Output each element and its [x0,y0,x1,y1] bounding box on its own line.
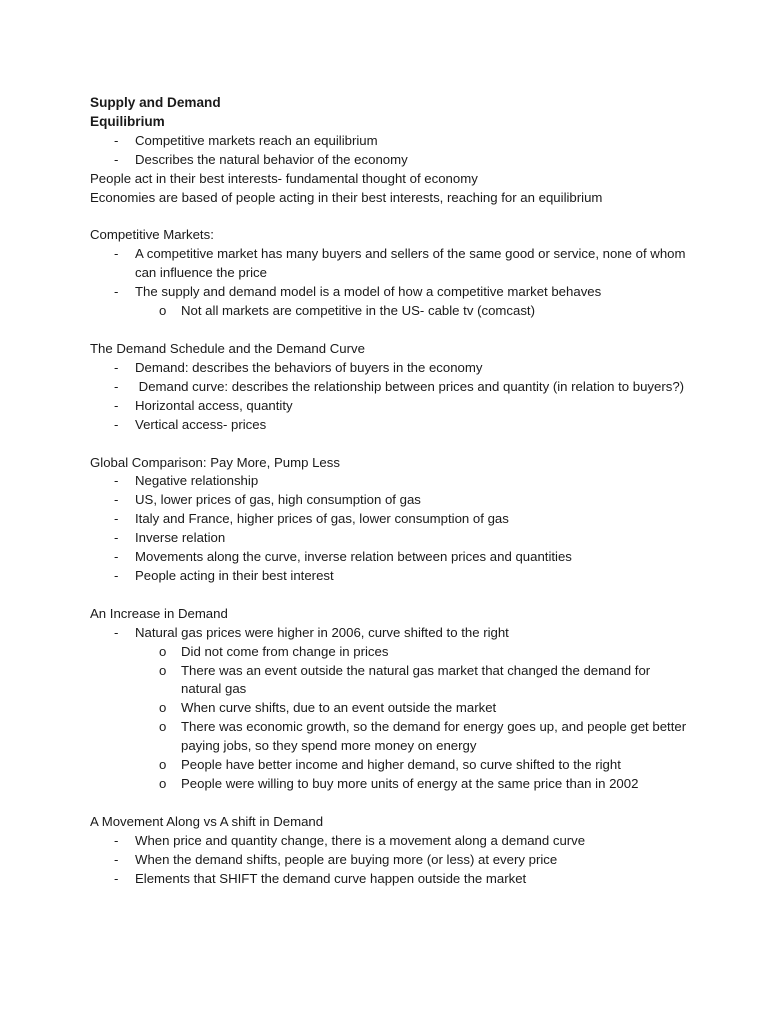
list-item [90,491,690,510]
dash-marker: - [114,378,119,394]
intro-bullet-list [90,132,690,170]
list-item-text: Demand curve: describes the relationship between prices and quantity (in relation to buyers?) [135,378,685,394]
dash-marker: - [114,549,119,565]
circle-marker: o [159,719,167,735]
dash-marker: - [114,511,119,527]
dash-marker: - [114,851,119,867]
sub-list-item [90,718,690,756]
dash-marker: - [114,151,119,167]
list-item [90,851,690,870]
document-title: Supply and Demand [90,95,221,110]
section-heading-movement: A Movement Along vs A shift in Demand [90,813,324,829]
list-item-text: Describes the natural behavior of the economy [135,151,408,167]
list-item [90,832,690,851]
circle-marker: o [159,643,167,659]
dash-marker: - [114,397,119,413]
sub-list-item [90,662,690,700]
sub-list-item [90,699,690,718]
list-item-text: Competitive markets reach an equilibrium [135,132,378,148]
increase-sub-list [90,643,690,794]
circle-marker: o [159,776,167,791]
list-item [90,378,690,397]
list-item-text: Demand: describes the behaviors of buyers in the economy [135,359,483,375]
sub-list-item-text: Not all markets are competitive in the US- cable tv (comcast) [181,303,535,319]
dash-marker: - [114,359,119,375]
competitive-sub-list [90,302,690,321]
dash-marker: - [114,624,119,640]
sub-list-item [90,775,690,794]
dash-marker: - [114,870,119,886]
circle-marker: o [159,700,167,716]
sub-list-item [90,643,690,662]
list-item-text: Natural gas prices were higher in 2006, curve shifted to the right [135,624,509,640]
dash-marker: - [114,284,119,300]
list-item-text: Vertical access- prices [135,416,267,432]
list-item [90,529,690,548]
dash-marker: - [114,530,119,546]
movement-bullet-list [90,832,690,889]
list-item [90,151,690,170]
sub-list-item [90,302,690,321]
global-bullet-list [90,472,690,585]
schedule-bullet-list [90,359,690,435]
dash-marker: - [114,132,119,148]
competitive-bullet-list [90,245,690,321]
list-item [90,472,690,491]
paragraph: Economies are based of people acting in their best interests, reaching for an equilibrium [90,189,603,205]
circle-marker: o [159,662,167,678]
sub-list-item-text: People have better income and higher demand, so curve shifted to the right [181,757,621,773]
list-item-text: The supply and demand model is a model of how a competitive market behaves [135,284,602,300]
dash-marker: - [114,246,119,262]
list-item [90,245,690,283]
list-item [90,359,690,378]
list-item [90,567,690,586]
sub-list-item-text: Did not come from change in prices [181,643,389,659]
list-item [90,416,690,435]
list-item-text: A competitive market has many buyers and sellers of the same good or service, none of whom can influence the price [135,246,686,281]
increase-bullet-list [90,624,690,794]
list-item-text: US, lower prices of gas, high consumption of gas [135,492,421,508]
section-heading-global: Global Comparison: Pay More, Pump Less [90,454,340,470]
list-item-text: Horizontal access, quantity [135,397,293,413]
dash-marker: - [114,832,119,848]
sub-list-item-text: There was economic growth, so the demand for energy goes up, and people get better paying jobs, so they spend more money on energy [181,719,687,754]
section-heading-increase: An Increase in Demand [90,605,228,621]
dash-marker: - [114,492,119,508]
section-heading-schedule: The Demand Schedule and the Demand Curve [90,340,365,356]
list-item [90,624,690,794]
list-item-text: Movements along the curve, inverse relation between prices and quantities [135,549,572,565]
list-item-text: When price and quantity change, there is a movement along a demand curve [135,832,586,848]
paragraph: People act in their best interests- fundamental thought of economy [90,170,478,186]
sub-list-item-text: There was an event outside the natural gas market that changed the demand for natural gas [181,662,651,697]
list-item-text: People acting in their best interest [135,567,334,583]
list-item [90,870,690,889]
list-item-text: When the demand shifts, people are buying more (or less) at every price [135,851,558,867]
list-item [90,510,690,529]
circle-marker: o [159,757,167,773]
list-item [90,132,690,151]
list-item [90,548,690,567]
sub-list-item-text: When curve shifts, due to an event outside the market [181,700,497,716]
dash-marker: - [114,416,119,432]
dash-marker: - [114,473,119,489]
circle-marker: o [159,303,167,319]
list-item [90,397,690,416]
sub-list-item-text: People were willing to buy more units of energy at the same price than in 2002 [181,776,639,791]
list-item-text: Italy and France, higher prices of gas, lower consumption of gas [135,511,509,527]
list-item-text: Negative relationship [135,473,259,489]
sub-list-item [90,756,690,775]
document-body [90,94,690,889]
list-item [90,283,690,321]
section-heading-competitive: Competitive Markets: [90,227,214,243]
section-title-equilibrium: Equilibrium [90,113,165,129]
list-item-text: Inverse relation [135,530,226,546]
dash-marker: - [114,567,119,583]
list-item-text: Elements that SHIFT the demand curve happen outside the market [135,870,527,886]
